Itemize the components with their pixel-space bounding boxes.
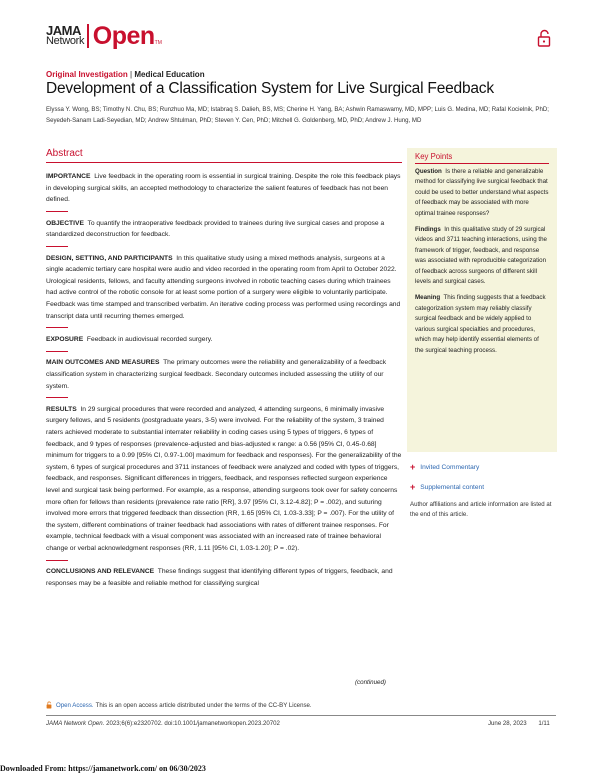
abstract-outcomes: [46, 357, 402, 392]
author-list: Elyssa Y. Wong, BS; Timothy N. Chu, BS; Runzhuo Ma, MD; Istabraq S. Dalieh, BS, MS; Cherine H. Yang, BA; Ashwin Ramaswamy, MD, MPP; Luis G. Medina, MD; Rafal Kocielnik, PhD; Seyedeh-Sanam Ladi-Seyedian, MD; Andrew Shtulman, PhD; Steven Y. Cen, PhD; Mitchell G. Goldenberg, MD, PhD; Andrew J. Hung, MD: [46, 106, 549, 124]
section-divider: [46, 560, 68, 561]
journal-name: JAMA Network Open.: [46, 720, 105, 727]
key-points-box: [407, 148, 557, 452]
invited-commentary-link[interactable]: [410, 463, 479, 471]
section-divider: [46, 397, 68, 398]
abstract-importance: [46, 171, 402, 206]
key-point-meaning: [415, 293, 549, 355]
supplemental-content-label: Supplemental content: [420, 483, 485, 491]
key-point-label: Findings: [415, 226, 441, 234]
abstract-section-text: In this qualitative study using a mixed methods analysis, surgeons at a single academic tertiary care hospital were audio and video recorded in the operating room from April to October 2022. Urological residents, fellows, and faculty attending surgeons involved in robotic teaching cases during which trainees had active control of the robotic console for at least some portion of a surgery were eligible to voluntarily participate. Feedback was time stamped and transcribed verbatim. An iterative coding process was performed using recordings and transcript data until recurring themes emerged.: [46, 254, 401, 320]
section-divider: [46, 246, 68, 247]
abstract-objective: [46, 218, 402, 241]
plus-icon: +: [410, 482, 416, 492]
footer-citation: [46, 720, 280, 727]
footer-meta: [488, 720, 550, 727]
footer-rule: [46, 715, 556, 716]
logo-network-text: Network: [46, 35, 85, 47]
category-separator: |: [130, 70, 133, 79]
abstract-section-label: EXPOSURE: [46, 335, 84, 343]
abstract-section-label: MAIN OUTCOMES AND MEASURES: [46, 359, 160, 367]
article-category: [46, 70, 205, 79]
abstract-section-label: CONCLUSIONS AND RELEVANCE: [46, 568, 155, 576]
section-divider: [46, 327, 68, 328]
key-point-question: [415, 167, 549, 219]
abstract-section-label: DESIGN, SETTING, AND PARTICIPANTS: [46, 254, 173, 262]
logo-trademark: TM: [154, 40, 162, 46]
open-access-label[interactable]: Open Access.: [56, 701, 94, 709]
continued-note: (continued): [355, 679, 386, 686]
key-point-text: In this qualitative study of 29 surgical videos and 3711 teaching interactions, using the framework of trigger, feedback, and response was associated with reproducible categorization of feedback across surgeons of different skill levels and surgical cases.: [415, 226, 547, 286]
invited-commentary-label: Invited Commentary: [420, 463, 480, 471]
logo-jama-text: JAMA: [46, 23, 81, 38]
key-point-label: Meaning: [415, 294, 441, 302]
abstract-section-text: The primary outcomes were the reliability and generalizability of a feedback classification system in characterizing surgical feedback. Secondary outcomes included assessing the utility of our system.: [46, 359, 387, 390]
abstract-section-label: IMPORTANCE: [46, 173, 91, 180]
open-access-icon: [46, 701, 52, 709]
abstract-exposure: [46, 334, 402, 346]
abstract: [46, 148, 402, 590]
jama-network-open-logo[interactable]: [46, 24, 162, 48]
open-access-lock-icon: [536, 29, 552, 47]
key-point-text: Is there a reliable and generalizable method for classifying live surgical feedback that could be used to better understand what aspects of feedback may be associated with more optimal trainee responses?: [415, 168, 549, 217]
open-access-notice: [46, 701, 312, 709]
supplemental-content-link[interactable]: [410, 483, 484, 491]
page-number: 1/11: [538, 720, 550, 727]
article-title: Development of a Classification System for Live Surgical Feedback: [46, 80, 494, 97]
publication-date: June 28, 2023: [488, 720, 527, 727]
key-point-text: This finding suggests that a feedback categorization system may reliably classify surgical feedback and be widely applied to various surgical specialties and procedures, which may help identify essential elements of the surgical teaching process.: [415, 294, 546, 354]
article-type[interactable]: Original Investigation: [46, 70, 128, 79]
abstract-section-text: In 29 surgical procedures that were recorded and analyzed, 4 attending surgeons, 6 minimally invasive surgery fellows, and 5 residents (postgraduate years, 3-5) were involved. For the reliability of the system, 3 trained raters achieved moderate to substantial interrater reliability in coding cases using 5 types of triggers, 6 types of feedback, and 9 types of responses (prevalence-adjusted and bias-adjusted κ range: a 0.56 [95% CI, 0.45-0.68] minimum for triggers to a 0.99 [95% CI, 0.97-1.00] maximum for feedback and responses). For the generalizability of the system, 6 types of surgical procedures and 3711 instances of feedback were analyzed and coded with types of triggers, feedback, and responses. Significant differences in triggers, feedback, and responses reflected surgeon experience level and surgical task being performed. For example, as a response, attending surgeons took over for safety concerns more often for fellows than residents (prevalence rate ratio [RR], 3.97 [95% CI, 3.12-4.82]; P = .002), and suturing involved more errors that triggered feedback than dissection (RR, 1.65 [95% CI, 1.03-3.33]; P = .007). For the utility of the system, different combinations of trainer feedback had associations with rates of different trainee responses. For example, technical feedback with a visual component was associated with an increased rate of trainee behavioral change or verbal acknowledgment responses (RR, 1.11 [95% CI, 1.03-1.20]; P = .02).: [46, 405, 402, 553]
logo-open-text: Open: [92, 22, 155, 50]
logo-wordmark: [46, 25, 84, 47]
download-stamp: Downloaded From: https://jamanetwork.com/ on 06/30/2023: [0, 764, 206, 773]
section-divider: [46, 211, 68, 212]
plus-icon: +: [410, 462, 416, 472]
abstract-section-text: These findings suggest that identifying different types of triggers, feedback, and responses may be a feasible and reliable method for classifying surgical: [46, 568, 393, 587]
citation-text: 2023;6(6):e2320702. doi:10.1001/jamanetworkopen.2023.20702: [106, 720, 280, 727]
author-affiliations-note: Author affiliations and article information are listed at the end of this article.: [410, 501, 552, 518]
key-point-label: Question: [415, 168, 442, 175]
abstract-design: [46, 253, 402, 323]
abstract-conclusions: [46, 566, 402, 589]
key-point-findings: [415, 225, 549, 287]
open-access-text: This is an open access article distributed under the terms of the CC-BY License.: [95, 701, 312, 709]
abstract-heading: Abstract: [46, 148, 402, 163]
abstract-section-text: Feedback in audiovisual recorded surgery.: [86, 335, 213, 343]
article-section: Medical Education: [134, 70, 205, 79]
abstract-section-label: OBJECTIVE: [46, 219, 84, 227]
abstract-results: [46, 404, 402, 555]
abstract-section-text: To quantify the intraoperative feedback provided to trainees during live surgical cases and propose a standardized deconstruction for feedback.: [46, 219, 385, 239]
logo-separator: [87, 24, 89, 48]
key-points-heading: Key Points: [415, 152, 549, 164]
section-divider: [46, 351, 68, 352]
abstract-section-label: RESULTS: [46, 405, 77, 413]
abstract-section-text: Live feedback in the operating room is essential in surgical training. Despite the role this feedback plays in developing surgical skills, an accepted methodology to characterize the salient features of feedback has not been defined.: [46, 173, 401, 204]
